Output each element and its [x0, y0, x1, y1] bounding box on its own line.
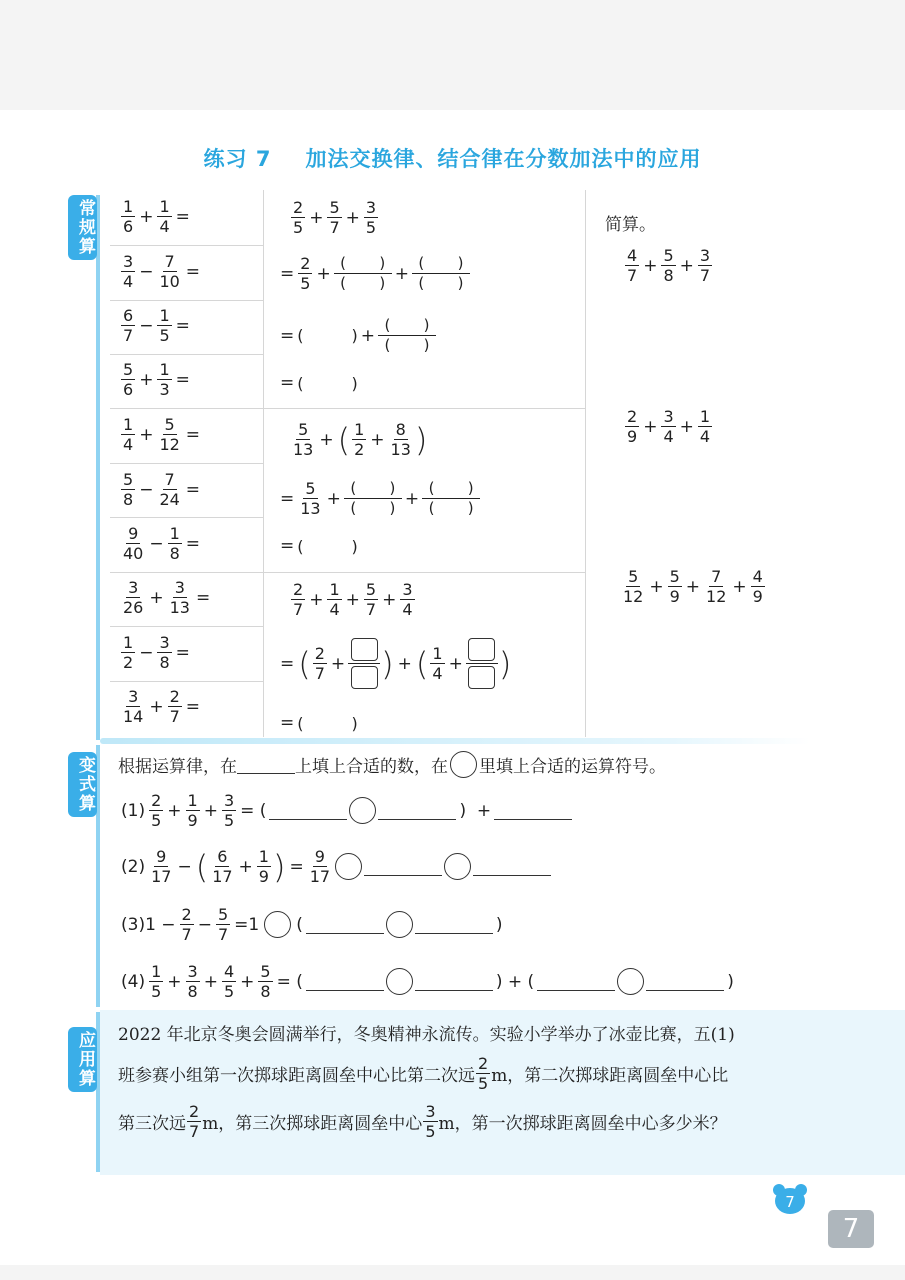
grid-line [110, 300, 263, 301]
p1-step1: = $\frac{2}{5}$ + ( ) ( ) + ( ) ( ) [277, 254, 470, 293]
fraction: $\frac{1}{3}$ [159, 360, 170, 399]
p2-answer: = ( ) [280, 536, 358, 556]
fill-blank[interactable] [269, 801, 347, 820]
section1-bar [96, 195, 100, 740]
fraction: $\frac{5}{13}$ [300, 479, 321, 518]
section-tag-applied: 应用算 [68, 1027, 97, 1092]
s2-q2: (2) $\frac{9}{17}$ − ( $\frac{6}{17}$ + $\frac{1}{9}$ ) = $\frac{9}{17}$ [118, 847, 551, 886]
operator-circle[interactable] [349, 797, 376, 824]
fraction: $\frac{2}{5}$ [300, 254, 311, 293]
oral-problem: $\frac{3}{4}$ − $\frac{7}{10}$ = [123, 252, 201, 291]
fraction: $\frac{9}{40}$ [123, 524, 144, 563]
fraction: $\frac{5}{13}$ [293, 420, 314, 459]
operator-circle[interactable] [264, 911, 291, 938]
grid-line [110, 572, 585, 573]
grid-line [110, 626, 263, 627]
simplify-expr-1: $\frac{4}{7}$ + $\frac{5}{8}$ + $\frac{3}{7}$ [627, 246, 711, 285]
box-fraction[interactable] [466, 636, 498, 691]
p3-answer: = ( ) [280, 713, 358, 733]
fraction: $\frac{1}{4}$ [159, 197, 170, 236]
section-tag-regular: 常规算 [68, 195, 97, 260]
fraction: $\frac{6}{7}$ [123, 306, 134, 345]
s2-q1: (1) $\frac{2}{5}$ + $\frac{1}{9}$ + $\frac{3}{5}$ = ( ) + [118, 791, 572, 830]
operator-circle[interactable] [335, 853, 362, 880]
blank-fraction[interactable]: ( ) ( ) [422, 479, 480, 518]
fill-blank[interactable] [415, 972, 493, 991]
oral-problem: $\frac{3}{26}$ + $\frac{3}{13}$ = [123, 578, 211, 617]
answer-blank[interactable]: ( ) [297, 713, 358, 733]
fraction: $\frac{2}{7}$ [293, 580, 304, 619]
word-problem-line-2: 班参赛小组第一次掷球距离圆垒中心比第二次远 $\frac{2}{5}$ m，第二次掷球距离圆垒中心比 [118, 1054, 729, 1093]
box-fraction[interactable] [348, 636, 380, 691]
bottom-margin [0, 1265, 905, 1280]
p1-expression: $\frac{2}{5}$ + $\frac{5}{7}$ + $\frac{3}{5}$ [293, 198, 377, 237]
fraction: $\frac{5}{7}$ [365, 580, 377, 619]
oral-problem: $\frac{5}{8}$ − $\frac{7}{24}$ = [123, 470, 201, 509]
fill-blank[interactable] [415, 915, 493, 934]
section-tag-variant: 变式算 [68, 752, 97, 817]
grid-line [110, 354, 263, 355]
fill-blank[interactable] [494, 801, 572, 820]
bear-page-icon [772, 1183, 808, 1215]
fill-blank[interactable] [378, 801, 456, 820]
fraction: $\frac{7}{24}$ [159, 470, 180, 509]
blank-fraction[interactable]: ( ) ( ) [334, 254, 392, 293]
fraction: $\frac{1}{2}$ [354, 420, 365, 459]
word-problem-line-3: 第三次远 $\frac{2}{7}$ m，第三次掷球距离圆垒中心 $\frac{3}{5}$ m，第一次掷球距离圆垒中心多少米？ [118, 1102, 727, 1141]
p3-step1: = ( $\frac{2}{7}$ + ) + ( $\frac{1}{4}$ + ) [277, 636, 512, 691]
top-margin [0, 0, 905, 110]
fraction: $\frac{1}{6}$ [123, 197, 134, 236]
grid-divider [263, 190, 264, 737]
oral-problem: $\frac{9}{40}$ − $\frac{1}{8}$ = [123, 524, 201, 563]
fraction: $\frac{3}{13}$ [169, 578, 190, 617]
oral-problem: $\frac{1}{4}$ + $\frac{5}{12}$ = [123, 415, 201, 454]
grid-line [110, 463, 263, 464]
fraction: $\frac{8}{13}$ [390, 420, 411, 459]
s2-q3: (3)1 − $\frac{2}{7}$ − $\frac{5}{7}$ =1 ( ) [121, 905, 503, 944]
fraction: $\frac{2}{7}$ [169, 687, 180, 726]
simplify-expr-3: $\frac{5}{12}$ + $\frac{5}{9}$ + $\frac{7}{12}$ + $\frac{4}{9}$ [623, 567, 763, 606]
s2-instruction: 根据运算律，在 上填上合适的数，在 里填上合适的运算符号。 [118, 751, 666, 778]
fraction: $\frac{1}{4}$ [329, 580, 340, 619]
simplify-expr-2: $\frac{2}{9}$ + $\frac{3}{4}$ + $\frac{1}{4}$ [627, 407, 711, 446]
s2-q4: (4) $\frac{1}{5}$ + $\frac{3}{8}$ + $\frac{4}{5}$ + $\frac{5}{8}$ = ( ) + ( ) [121, 962, 734, 1001]
fill-blank[interactable] [646, 972, 724, 991]
blank-fraction[interactable]: ( ) ( ) [412, 254, 470, 293]
fraction: $\frac{2}{7}$ [314, 644, 325, 683]
fraction: $\frac{2}{5}$ [293, 198, 304, 237]
exercise-title: 加法交换律、结合律在分数加法中的应用 [305, 147, 702, 171]
fraction: $\frac{3}{14}$ [123, 687, 144, 726]
oral-problem: $\frac{1}{6}$ + $\frac{1}{4}$ = [123, 197, 190, 236]
answer-blank[interactable]: ( ) [297, 373, 358, 393]
fraction: $\frac{5}{8}$ [123, 470, 134, 509]
fraction: $\frac{3}{4}$ [123, 252, 134, 291]
fraction: $\frac{5}{7}$ [329, 198, 340, 237]
fraction: $\frac{1}{4}$ [123, 415, 134, 454]
p1-step2: = ( ) + ( ) ( ) [277, 316, 436, 355]
grid-divider [585, 190, 586, 737]
page-number: 7 [828, 1210, 874, 1248]
oral-problem: $\frac{3}{14}$ + $\frac{2}{7}$ = [123, 687, 201, 726]
p3-expression: $\frac{2}{7}$ + $\frac{1}{4}$ + $\frac{5}{7}$ + $\frac{3}{4}$ [293, 580, 413, 619]
blank-fraction[interactable]: ( ) ( ) [344, 479, 402, 518]
fraction: $\frac{5}{6}$ [123, 360, 134, 399]
fraction: $\frac{3}{4}$ [402, 580, 413, 619]
simplify-label: 简算。 [605, 215, 656, 235]
fraction: $\frac{3}{26}$ [123, 578, 144, 617]
fill-blank[interactable] [306, 972, 384, 991]
page-title [0, 143, 905, 173]
grid-line [110, 681, 263, 682]
fraction: $\frac{5}{12}$ [159, 415, 180, 454]
word-problem-line-1: 2022 年北京冬奥会圆满举行，冬奥精神永流传。实验小学举办了冰壶比赛，五(1) [118, 1025, 735, 1045]
section-divider [100, 738, 810, 744]
fill-blank[interactable] [537, 972, 615, 991]
grid-line [110, 517, 263, 518]
fraction: $\frac{3}{5}$ [365, 198, 377, 237]
p1-answer: = ( ) [280, 373, 358, 393]
fraction: $\frac{1}{2}$ [123, 633, 134, 672]
fill-blank[interactable] [473, 857, 551, 876]
fraction: $\frac{7}{10}$ [159, 252, 180, 291]
operator-circle[interactable] [444, 853, 471, 880]
fill-blank[interactable] [306, 915, 384, 934]
grid-line [110, 245, 263, 246]
answer-blank[interactable]: ( ) [297, 326, 358, 345]
fraction: $\frac{1}{8}$ [169, 524, 180, 563]
answer-blank[interactable]: ( ) [297, 536, 358, 556]
blank-fraction[interactable]: ( ) ( ) [378, 316, 436, 355]
p2-expression: $\frac{5}{13}$ + ( $\frac{1}{2}$ + $\frac{8}{13}$ ) [293, 420, 428, 459]
p2-step1: = $\frac{5}{13}$ + ( ) ( ) + ( ) ( ) [277, 479, 480, 518]
fraction: $\frac{1}{4}$ [432, 644, 443, 683]
oral-problem: $\frac{1}{2}$ − $\frac{3}{8}$ = [123, 633, 190, 672]
oral-problem: $\frac{6}{7}$ − $\frac{1}{5}$ = [123, 306, 190, 345]
operator-circle[interactable] [617, 968, 644, 995]
grid-line [110, 408, 585, 409]
operator-circle[interactable] [386, 968, 413, 995]
exercise-number: 练习 7 [203, 147, 272, 171]
fraction: $\frac{1}{5}$ [159, 306, 170, 345]
operator-circle[interactable] [386, 911, 413, 938]
fraction: $\frac{3}{8}$ [159, 633, 170, 672]
oral-problem: $\frac{5}{6}$ + $\frac{1}{3}$ = [123, 360, 190, 399]
fill-blank[interactable] [364, 857, 442, 876]
bear-page-number: 7 [785, 1193, 795, 1211]
